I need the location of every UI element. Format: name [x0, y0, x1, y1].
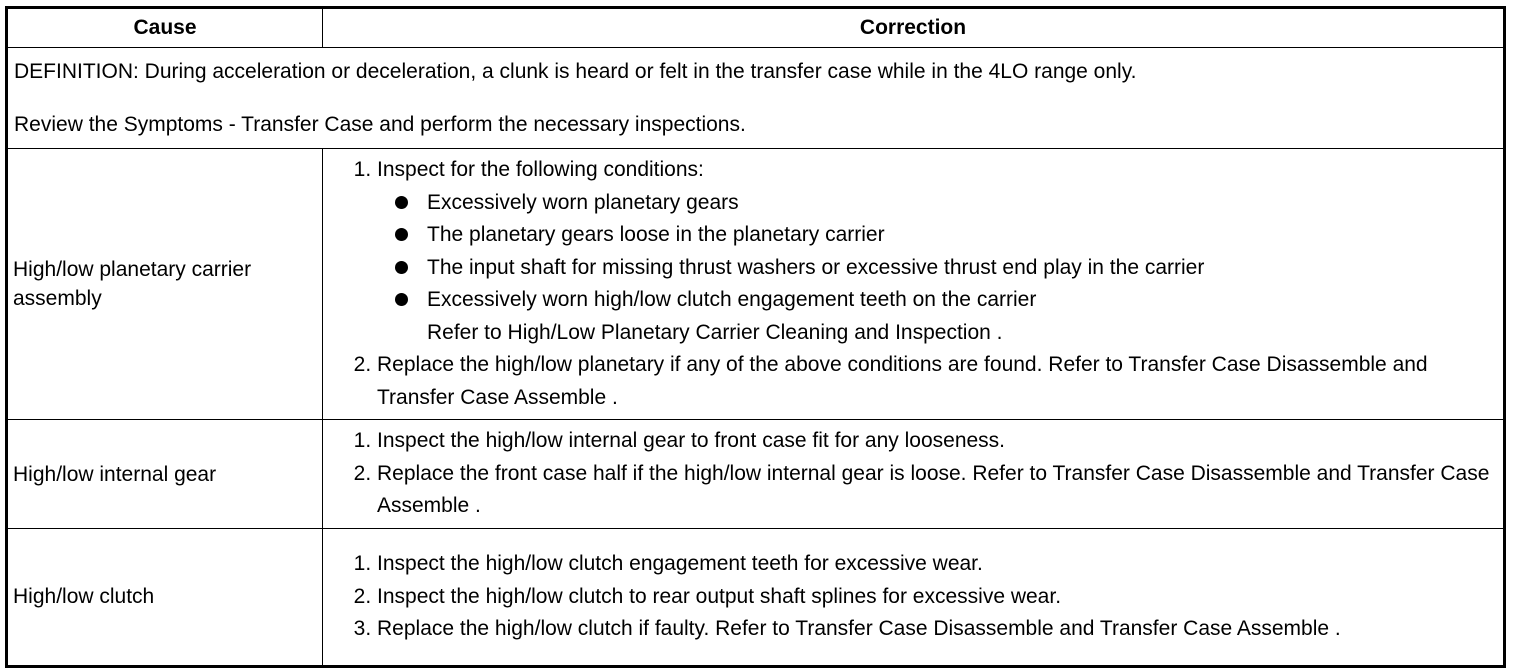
- step-item: 2. Replace the high/low planetary if any of the above conditions are found. Refer to Transfer Case Disassemble and Transfer Case Assemble .: [377, 349, 1493, 414]
- reference-link[interactable]: Refer to High/Low Planetary Carrier Cleaning and Inspection .: [427, 320, 1003, 344]
- step-list: [343, 548, 1493, 646]
- cause-cell: High/low clutch: [7, 529, 323, 667]
- definition-cell: [7, 48, 1505, 149]
- correction-cell: [323, 149, 1505, 420]
- step-item: [377, 154, 1493, 349]
- review-text: Review the Symptoms - Transfer Case and perform the necessary inspections.: [14, 112, 746, 136]
- condition-item: The input shaft for missing thrust washers or excessive thrust end play in the carrier: [395, 252, 1493, 285]
- cause-cell: High/low internal gear: [7, 420, 323, 529]
- symptom-table: [5, 6, 1506, 668]
- condition-item: Excessively worn planetary gears: [395, 187, 1493, 220]
- step-text: Inspect for the following conditions:: [377, 158, 704, 181]
- correction-cell: [323, 420, 1505, 529]
- cause-cell: High/low planetary carrier assembly: [7, 149, 323, 420]
- step-list: [343, 154, 1493, 414]
- cause-header: Cause: [7, 8, 323, 48]
- correction-cell: [323, 529, 1505, 667]
- correction-header: Correction: [323, 8, 1505, 48]
- table-row: [7, 420, 1505, 529]
- condition-item: Excessively worn high/low clutch engagement teeth on the carrier: [395, 284, 1493, 317]
- header-row: [7, 8, 1505, 48]
- definition-text: DEFINITION: During acceleration or deceleration, a clunk is heard or felt in the transfer case while in the 4LO range only.: [14, 60, 1137, 83]
- step-item: 2. Inspect the high/low clutch to rear output shaft splines for excessive wear.: [377, 581, 1493, 614]
- definition-row: [7, 48, 1505, 149]
- condition-list: [377, 187, 1493, 317]
- condition-item: The planetary gears loose in the planetary carrier: [395, 219, 1493, 252]
- table-row: [7, 149, 1505, 420]
- step-item: 3. Replace the high/low clutch if faulty. Refer to Transfer Case Disassemble and Transfer Case Assemble .: [377, 613, 1493, 646]
- step-list: [343, 425, 1493, 523]
- step-item: 1. Inspect the high/low internal gear to front case fit for any looseness.: [377, 425, 1493, 458]
- step-item: 2. Replace the front case half if the high/low internal gear is loose. Refer to Transfer Case Disassemble and Transfer Case Assemble .: [377, 458, 1493, 523]
- step-item: 1. Inspect the high/low clutch engagement teeth for excessive wear.: [377, 548, 1493, 581]
- table-row: [7, 529, 1505, 667]
